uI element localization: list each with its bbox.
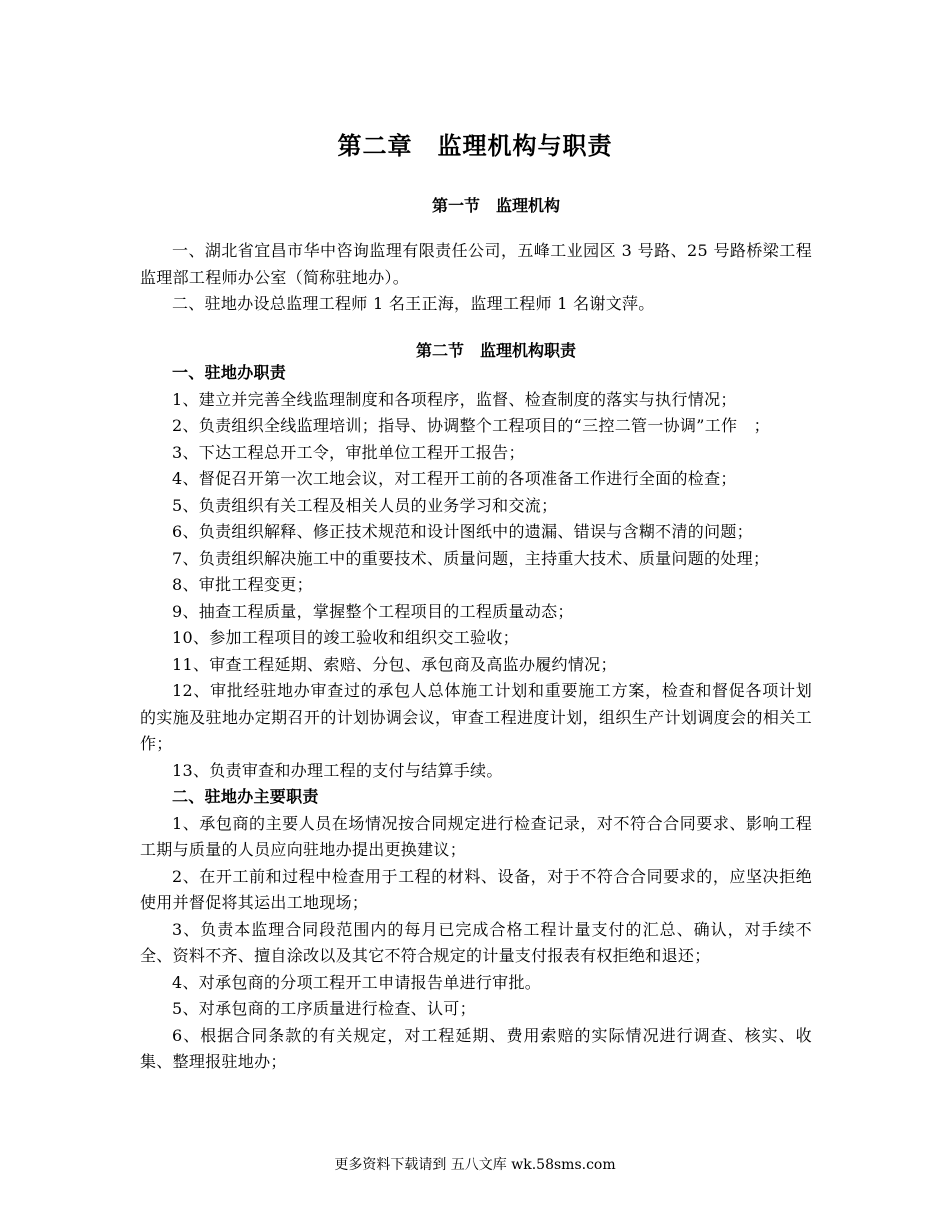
list-item: 9、抽查工程质量，掌握整个工程项目的工程质量动态； [172, 601, 574, 621]
section1-paragraph: 二、驻地办设总监理工程师 1 名王正海，监理工程师 1 名谢文萍。 [172, 294, 655, 313]
list-item: 5、负责组织有关工程及相关人员的业务学习和交流； [172, 495, 558, 515]
list-item: 7、负责组织解决施工中的重要技术、质量问题，主持重大技术、质量问题的处理； [172, 548, 770, 568]
section2-title: 第二节 监理机构职责 [415, 341, 576, 360]
list-item: 3、负责本监理合同段范围内的每月已完成合格工程计量支付的汇总、确认，对手续不全、资料不齐、擅自涂改以及其它不符合规定的计量支付报表有权拒绝和退还； [140, 919, 812, 965]
list-item: 4、督促召开第一次工地会议，对工程开工前的各项准备工作进行全面的检查； [172, 469, 737, 488]
list-item: 6、负责组织解释、修正技术规范和设计图纸中的遗漏、错误与含糊不清的问题； [172, 522, 753, 541]
list-item: 13、负责审查和办理工程的支付与结算手续。 [172, 760, 503, 780]
list-item: 2、在开工前和过程中检查用于工程的材料、设备，对于不符合合同要求的，应坚决拒绝使用并督促将其运出工地现场； [140, 866, 812, 912]
list-item: 6、根据合同条款的有关规定，对工程延期、费用索赔的实际情况进行调查、核实、收集、整理报驻地办； [140, 1025, 812, 1071]
list-item: 3、下达工程总开工令，审批单位工程开工报告； [172, 442, 525, 462]
part1-heading: 一、驻地办职责 [172, 363, 287, 382]
list-item: 1、承包商的主要人员在场情况按合同规定进行检查记录，对不符合合同要求、影响工程工期与质量的人员应向驻地办提出更换建议； [140, 813, 812, 859]
list-item: 5、对承包商的工序质量进行检查、认可； [172, 999, 476, 1018]
section1-title: 第一节 监理机构 [431, 196, 560, 215]
section1-paragraph: 一、湖北省宜昌市华中咨询监理有限责任公司，五峰工业园区 3 号路、25 号路桥梁工程监理部工程师办公室（简称驻地办）。 [140, 241, 812, 287]
list-item: 2、负责组织全线监理培训；指导、协调整个工程项目的“三控二管一协调”工作 ； [172, 416, 770, 435]
footer-link-text: 更多资料下载请到 五八文库 wk.58sms.com [334, 1157, 616, 1173]
list-item: 11、审查工程延期、索赔、分包、承包商及高监办履约情况； [172, 654, 617, 674]
list-item: 4、对承包商的分项工程开工申请报告单进行审批。 [172, 972, 542, 992]
section2-body [140, 360, 812, 1076]
part2-heading: 二、驻地办主要职责 [172, 787, 319, 806]
list-item: 1、建立并完善全线监理制度和各项程序，监督、检查制度的落实与执行情况； [172, 389, 737, 409]
list-item: 8、审批工程变更； [172, 575, 313, 594]
section1-body [140, 238, 812, 318]
list-item: 10、参加工程项目的竣工验收和组织交工验收； [172, 628, 519, 647]
chapter-title: 第二章 监理机构与职责 [337, 132, 613, 160]
list-item: 12、审批经驻地办审查过的承包人总体施工计划和重要施工方案，检查和督促各项计划的实施及驻地办定期召开的计划协调会议，审查工程进度计划，组织生产计划调度会的相关工作； [140, 681, 812, 753]
